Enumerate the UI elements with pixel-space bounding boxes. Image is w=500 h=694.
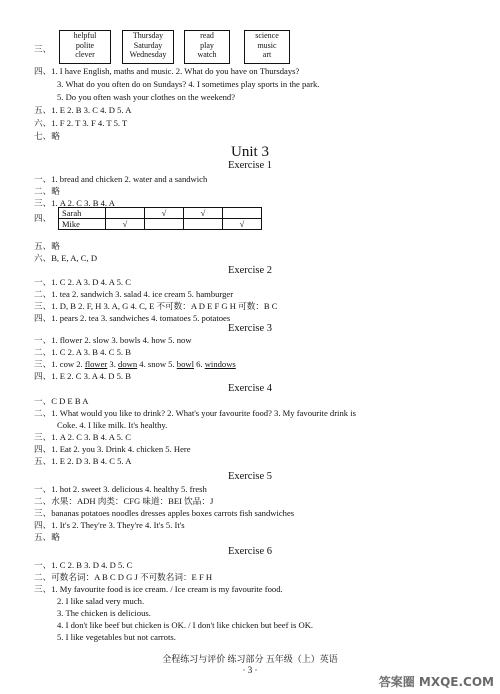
watermark: 答案圈 MXQE.COM (378, 675, 494, 689)
table-cell: √ (106, 219, 145, 230)
text-span: 3. (107, 359, 119, 369)
table-cell: √ (184, 208, 223, 219)
exercise-title: Exercise 5 (227, 471, 273, 482)
answer-line: 一、1. flower 2. slow 3. bowls 4. how 5. now (34, 335, 192, 345)
table-cell: √ (223, 219, 262, 230)
table-cell (145, 219, 184, 230)
answer-line: 三、1. A 2. C 3. B 4. A 5. C (34, 432, 131, 442)
table-cell (106, 208, 145, 219)
table-label: 四、 (34, 213, 52, 223)
table-cell (184, 219, 223, 230)
answer-line: 五、1. E 2. D 3. B 4. C 5. A (34, 456, 132, 466)
answer-line: 3. The chicken is delicious. (57, 608, 151, 618)
underlined-word: flower (84, 359, 108, 369)
exercise-title: Exercise 2 (227, 265, 273, 276)
page-footer: 全程练习与评价 练习部分 五年级（上）英语 (162, 654, 338, 664)
answer-line: 五、1. E 2. B 3. C 4. D 5. A (34, 105, 132, 115)
answer-line: 二、水果：ADH 肉类：CFG 味道：BEI 饮品：J (34, 496, 214, 506)
page-number: · 3 · (242, 665, 258, 675)
answer-line: 三、bananas potatoes noodles dresses apples boxes carrots fish sandwiches (34, 508, 295, 518)
answer-table (58, 207, 262, 230)
text-span: 4. snow 5. (137, 359, 177, 369)
answer-line: 二、略 (34, 186, 60, 196)
answer-line: 六、1. F 2. T 3. F 4. T 5. T (34, 118, 128, 128)
word-box-1: helpful polite clever (59, 30, 111, 64)
answer-line: 4. I don't like beef but chicken is OK. / I don't like chicken but beef is OK. (57, 620, 314, 630)
word-box-3: read play watch (184, 30, 230, 64)
answer-line: 二、可数名词：A B C D G J 不可数名词：E F H (34, 572, 213, 582)
answer-line: 2. I like salad very much. (57, 596, 145, 606)
underlined-word: windows (204, 359, 236, 369)
word-box-4: science music art (244, 30, 290, 64)
unit-title: Unit 3 (231, 144, 269, 160)
answer-line: 四、1. I have English, maths and music. 2. What do you have on Thursdays? (34, 66, 300, 76)
section-label: 三、 (34, 44, 52, 54)
word-box-2: Thursday Saturday Wednesday (122, 30, 174, 64)
answer-line: 一、C D E B A (34, 396, 89, 406)
answer-line: 五、略 (34, 241, 60, 251)
answer-line: 三、1. My favourite food is ice cream. / Ice cream is my favourite food. (34, 584, 283, 594)
table-cell: √ (145, 208, 184, 219)
text-span: 三、1. cow 2. (34, 359, 85, 369)
answer-line: 四、1. E 2. C 3. A 4. D 5. B (34, 371, 131, 381)
answer-line: 一、1. hot 2. sweet 3. delicious 4. healthy 5. fresh (34, 484, 207, 494)
answer-line: 四、1. pears 2. tea 3. sandwiches 4. tomatoes 5. potatoes (34, 313, 231, 323)
answer-line: 四、1. Eat 2. you 3. Drink 4. chicken 5. Here (34, 444, 191, 454)
table-row (59, 208, 262, 219)
answer-line: 二、1. tea 2. sandwich 3. salad 4. ice cream 5. hamburger (34, 289, 234, 299)
underlined-word: down (118, 359, 138, 369)
answer-line: 七、略 (34, 131, 60, 141)
answer-line: 六、B, E, A, C, D (34, 253, 98, 263)
table-cell-name: Mike (59, 219, 106, 230)
answer-line: 三、1. A 2. C 3. B 4. A (34, 198, 115, 208)
answer-line: 二、1. C 2. A 3. B 4. C 5. B (34, 347, 131, 357)
answer-line: 3. What do you often do on Sundays? 4. I sometimes play sports in the park. (57, 79, 320, 89)
answer-line: 一、1. C 2. B 3. D 4. D 5. C (34, 560, 133, 570)
exercise-title: Exercise 6 (227, 546, 273, 557)
answer-line: 五、略 (34, 532, 60, 542)
answer-line: Coke. 4. I like milk. It's healthy. (57, 420, 168, 430)
answer-line: 5. Do you often wash your clothes on the weekend? (57, 92, 236, 102)
answer-line: 三、1. D, B 2. F, H 3. A, G 4. C, E 不可数：A D E F G H 可数：B C (34, 301, 278, 311)
exercise-title: Exercise 1 (227, 160, 273, 171)
exercise-title: Exercise 3 (227, 323, 273, 334)
answer-line (34, 359, 236, 369)
answer-line: 四、1. It's 2. They're 3. They're 4. It's 5. It's (34, 520, 185, 530)
answer-line: 一、1. bread and chicken 2. water and a sandwich (34, 174, 208, 184)
answer-line: 5. I like vegetables but not carrots. (57, 632, 176, 642)
text-span: 6. (193, 359, 205, 369)
table-cell (223, 208, 262, 219)
underlined-word: bowl (176, 359, 194, 369)
answer-line: 二、1. What would you like to drink? 2. What's your favourite food? 3. My favourite drink is (34, 408, 356, 418)
table-cell-name: Sarah (59, 208, 106, 219)
answer-line: 一、1. C 2. A 3. D 4. A 5. C (34, 277, 131, 287)
exercise-title: Exercise 4 (227, 383, 273, 394)
table-row (59, 219, 262, 230)
